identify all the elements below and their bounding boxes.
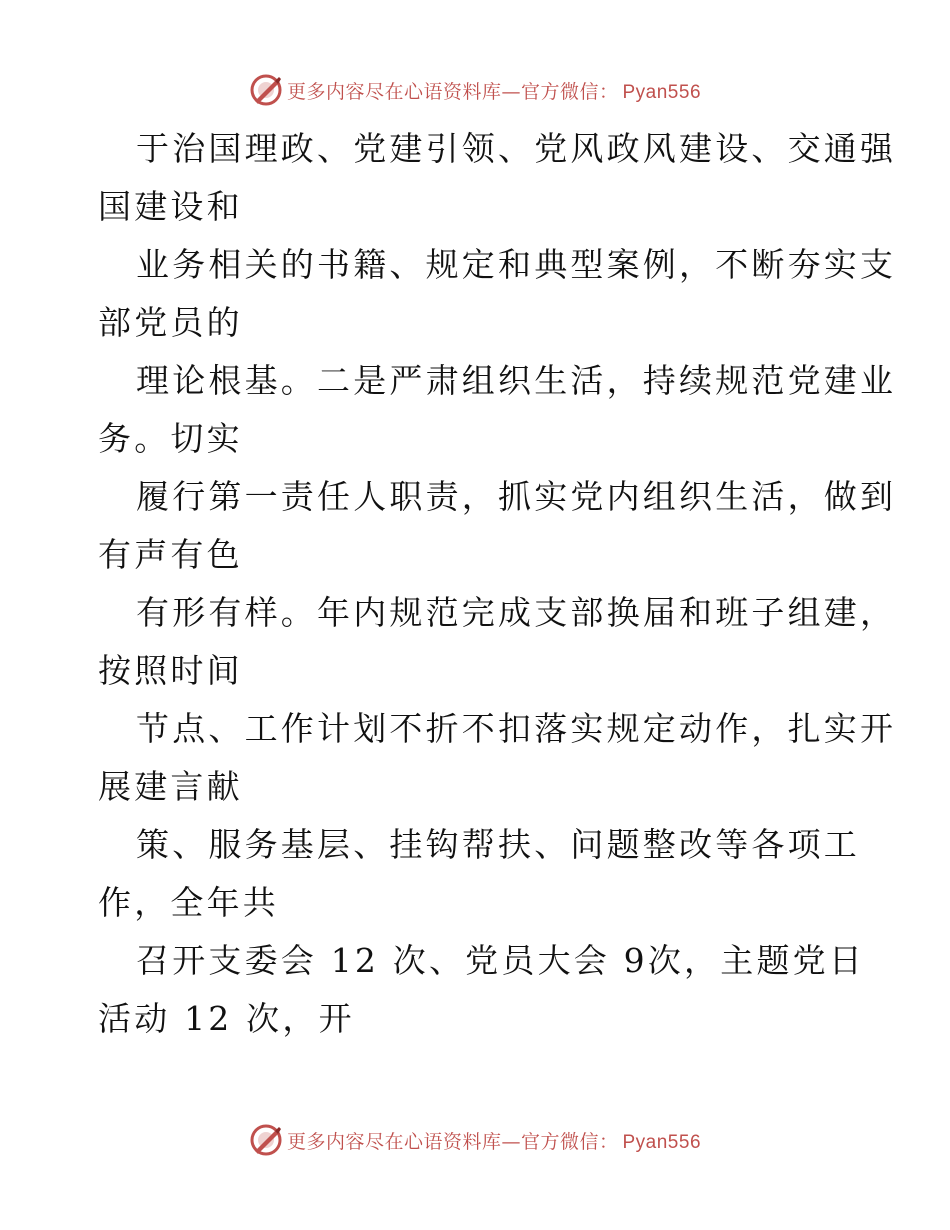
paragraph xyxy=(98,352,897,468)
footer-banner-wechat: Pyan556 xyxy=(622,1131,702,1153)
paragraph-line: 业务相关的书籍、规定和典型案例，不断夯实支 xyxy=(136,245,897,284)
paragraph-line: 有声有色 xyxy=(98,535,243,574)
paragraph xyxy=(98,584,897,700)
paragraph-line: 履行第一责任人职责，抓实党内组织生活，做到 xyxy=(136,477,897,516)
paragraph xyxy=(98,120,897,236)
paragraph-line: 节点、工作计划不折不扣落实规定动作，扎实开 xyxy=(136,709,897,748)
paragraph-line: 策、服务基层、挂钩帮扶、问题整改等各项工 xyxy=(136,825,860,864)
paragraph-line: 于治国理政、党建引领、党风政风建设、交通强 xyxy=(136,129,897,168)
paragraph xyxy=(98,816,858,932)
paragraph-line: 有形有样。年内规范完成支部换届和班子组建， xyxy=(136,593,897,632)
footer-banner-dash: — xyxy=(501,1130,521,1153)
footer-banner-text xyxy=(287,1127,701,1154)
paragraph xyxy=(98,236,897,352)
document-body xyxy=(98,120,897,1048)
paragraph-line: 按照时间 xyxy=(98,651,243,690)
paragraph-line: 展建言献 xyxy=(98,767,243,806)
paragraph-line: 作，全年共 xyxy=(98,883,279,922)
header-banner-wechat: Pyan556 xyxy=(622,81,702,103)
header-banner xyxy=(0,70,950,110)
paragraph-line: 召开支委会 12 次、党员大会 9次，主题党日 xyxy=(136,941,866,980)
header-banner-dash: — xyxy=(501,80,521,103)
pen-logo-icon xyxy=(249,1123,283,1157)
footer-banner-title: 更多内容尽在心语资料库 xyxy=(286,1130,502,1153)
footer-banner xyxy=(0,1120,950,1160)
paragraph-line: 活动 12 次，开 xyxy=(98,999,355,1038)
pen-logo-icon xyxy=(249,73,283,107)
paragraph-line: 务。切实 xyxy=(98,419,243,458)
header-banner-official: 官方微信： xyxy=(520,80,619,103)
paragraph-line: 国建设和 xyxy=(98,187,243,226)
paragraph xyxy=(98,932,866,1048)
header-banner-text xyxy=(287,77,701,104)
paragraph xyxy=(98,700,897,816)
footer-banner-official: 官方微信： xyxy=(520,1130,619,1153)
header-banner-title: 更多内容尽在心语资料库 xyxy=(286,80,502,103)
paragraph xyxy=(98,468,897,584)
paragraph-line: 部党员的 xyxy=(98,303,243,342)
paragraph-line: 理论根基。二是严肃组织生活，持续规范党建业 xyxy=(136,361,897,400)
